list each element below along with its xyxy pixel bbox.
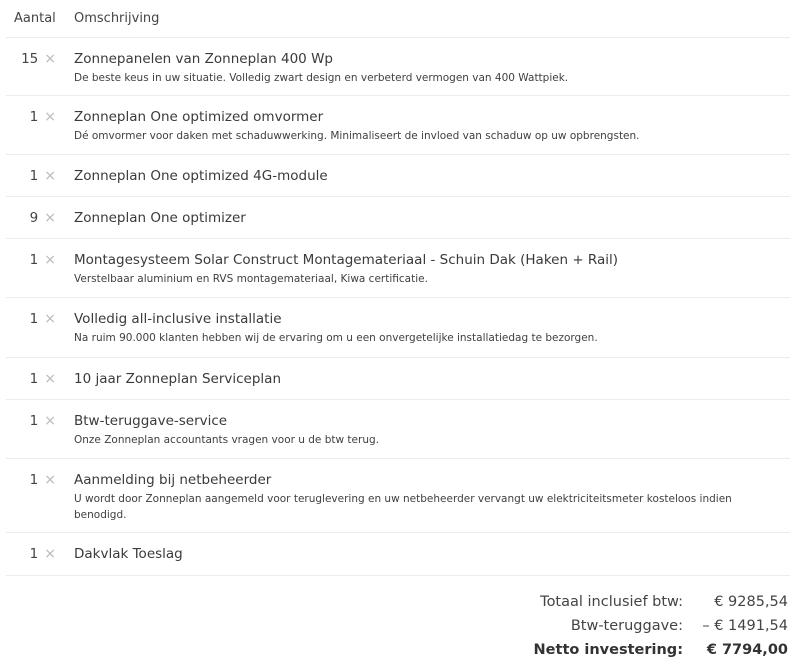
row-title: Montagesysteem Solar Construct Montagemateriaal - Schuin Dak (Haken + Rail) [74,252,619,268]
total-incl-row [488,590,788,614]
times-icon: × [44,371,56,387]
row-title: Dakvlak Toeslag [74,546,183,562]
row-subtitle: De beste keus in uw situatie. Volledig zwart design en verbeterd vermogen van 400 Wattpiek. [74,72,569,84]
times-icon: × [44,413,56,429]
row-title: Zonnepanelen van Zonneplan 400 Wp [74,51,333,67]
row-quantity: 1 [29,168,39,184]
times-icon: × [44,311,56,327]
times-icon: × [44,168,56,184]
row-title: Aanmelding bij netbeheerder [74,472,272,488]
row-quantity: 1 [29,546,39,562]
refund-label: Btw-teruggave: [570,618,683,634]
header-quantity: Aantal [14,11,56,26]
row-title: Zonneplan One optimized 4G-module [74,168,328,184]
table-row [6,358,790,400]
row-title: Zonneplan One optimized omvormer [74,109,324,125]
table-row [6,197,790,239]
row-quantity: 1 [29,371,39,387]
times-icon: × [44,472,56,488]
row-subtitle: Onze Zonneplan accountants vragen voor u de btw terug. [74,434,379,446]
row-title: 10 jaar Zonneplan Serviceplan [74,371,282,387]
net-value: € 7794,00 [706,642,788,658]
row-quantity: 1 [29,109,39,125]
table-row [6,533,790,576]
row-quantity: 1 [29,472,39,488]
times-icon: × [44,51,56,67]
times-icon: × [44,210,56,226]
table-row [6,239,790,298]
times-icon: × [44,109,56,125]
row-quantity: 1 [29,311,39,327]
row-subtitle: Dé omvormer voor daken met schaduwwerking. Minimaliseert de invloed van schaduw op uw opbrengsten. [74,130,640,142]
table-row [6,400,790,459]
row-title: Btw-teruggave-service [74,413,228,429]
table-row [6,155,790,197]
table-row [6,459,790,533]
total-incl-label: Totaal inclusief btw: [540,594,683,610]
row-quantity: 15 [21,51,39,67]
row-subtitle: Na ruim 90.000 klanten hebben wij de ervaring om u een onvergetelijke installatiedag te bezorgen. [74,332,598,344]
total-incl-value: € 9285,54 [714,594,788,610]
row-subtitle: Verstelbaar aluminium en RVS montagemateriaal, Kiwa certificatie. [74,273,428,285]
table-header [6,0,790,38]
totals-summary [488,590,788,662]
order-table [6,0,790,576]
times-icon: × [44,546,56,562]
table-row [6,298,790,358]
net-label: Netto investering: [533,642,683,658]
row-title: Zonneplan One optimizer [74,210,246,226]
row-title: Volledig all-inclusive installatie [74,311,282,327]
row-quantity: 9 [29,210,39,226]
table-row [6,96,790,155]
net-row [488,638,788,662]
row-subtitle: U wordt door Zonneplan aangemeld voor teruglevering en uw netbeheerder vervangt uw elektriciteitsmeter kosteloos indien benodigd. [74,493,732,521]
header-description: Omschrijving [74,11,160,26]
refund-row [488,614,788,638]
row-quantity: 1 [29,252,39,268]
refund-value: – € 1491,54 [702,618,788,634]
times-icon: × [44,252,56,268]
row-quantity: 1 [29,413,39,429]
table-row [6,38,790,96]
